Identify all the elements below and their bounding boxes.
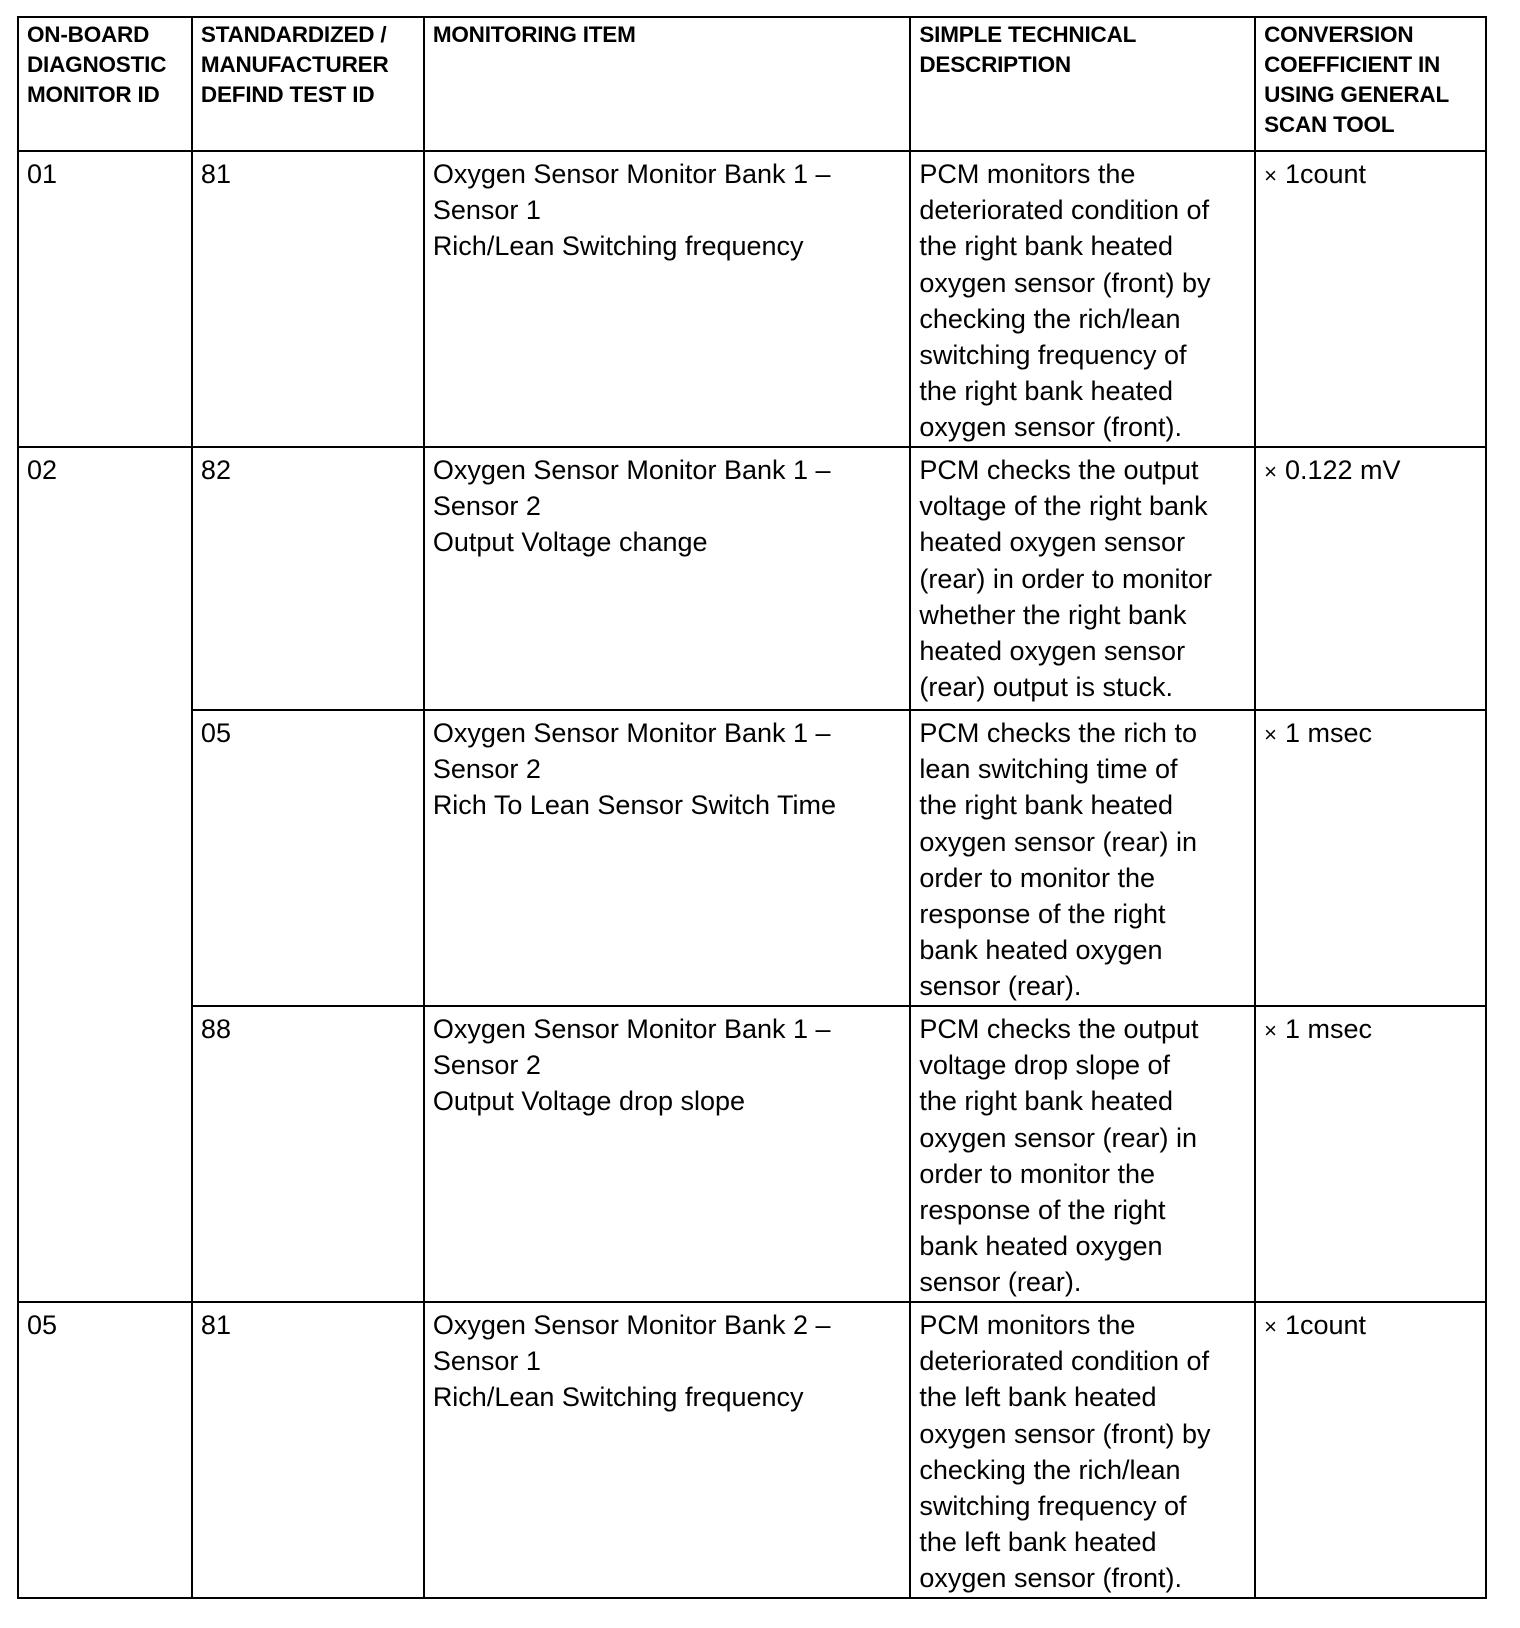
test-id-cell: 88 bbox=[192, 1006, 424, 1302]
times-icon: × bbox=[1264, 1314, 1277, 1339]
description-cell: PCM checks the output voltage drop slope of the right bank heated oxygen sensor (rear) in order to monitor the response of the right bank heated oxygen sensor (rear). bbox=[910, 1006, 1255, 1302]
header-test-id: STANDARDIZED / MANUFACTURER DEFIND TEST ID bbox=[192, 17, 424, 151]
test-id-cell: 81 bbox=[192, 1302, 424, 1598]
description-cell: PCM checks the rich to lean switching time of the right bank heated oxygen sensor (rear) in order to monitor the response of the right bank heated oxygen sensor (rear). bbox=[910, 710, 1255, 1006]
coeff-value: 1 msec bbox=[1284, 1014, 1372, 1044]
description-cell: PCM checks the output voltage of the right bank heated oxygen sensor (rear) in order to monitor whether the right bank heated oxygen sensor (rear) output is stuck. bbox=[910, 447, 1255, 710]
coeff-value: 1 msec bbox=[1284, 718, 1372, 748]
table-row bbox=[18, 447, 1486, 710]
monitoring-item-cell: Oxygen Sensor Monitor Bank 2 – Sensor 1 Rich/Lean Switching frequency bbox=[424, 1302, 911, 1598]
header-monitor-id: ON-BOARD DIAGNOSTIC MONITOR ID bbox=[18, 17, 192, 151]
description-cell: PCM monitors the deteriorated condition of the right bank heated oxygen sensor (front) by checking the rich/lean switching frequency of the right bank heated oxygen sensor (front). bbox=[910, 151, 1255, 447]
monitor-id-cell: 05 bbox=[18, 1302, 192, 1598]
times-icon: × bbox=[1264, 1018, 1277, 1043]
conversion-cell bbox=[1255, 151, 1486, 447]
monitoring-item-cell: Oxygen Sensor Monitor Bank 1 – Sensor 2 Output Voltage drop slope bbox=[424, 1006, 911, 1302]
header-conversion: CONVERSION COEFFICIENT IN USING GENERAL SCAN TOOL bbox=[1255, 17, 1486, 151]
monitor-test-table bbox=[17, 16, 1487, 1599]
times-icon: × bbox=[1264, 163, 1277, 188]
monitor-id-cell: 02 bbox=[18, 447, 192, 1302]
table-row bbox=[18, 1302, 1486, 1598]
times-icon: × bbox=[1264, 459, 1277, 484]
description-cell: PCM monitors the deteriorated condition of the left bank heated oxygen sensor (front) by checking the rich/lean switching frequency of the left bank heated oxygen sensor (front). bbox=[910, 1302, 1255, 1598]
coeff-value: 0.122 mV bbox=[1284, 455, 1401, 485]
monitoring-item-cell: Oxygen Sensor Monitor Bank 1 – Sensor 2 Output Voltage change bbox=[424, 447, 911, 710]
table-row bbox=[18, 710, 1486, 1006]
conversion-cell bbox=[1255, 1006, 1486, 1302]
table-row bbox=[18, 151, 1486, 447]
monitor-id-cell: 01 bbox=[18, 151, 192, 447]
times-icon: × bbox=[1264, 722, 1277, 747]
header-monitoring-item: MONITORING ITEM bbox=[424, 17, 911, 151]
conversion-cell bbox=[1255, 710, 1486, 1006]
monitoring-item-cell: Oxygen Sensor Monitor Bank 1 – Sensor 2 Rich To Lean Sensor Switch Time bbox=[424, 710, 911, 1006]
coeff-value: 1count bbox=[1284, 159, 1367, 189]
header-description: SIMPLE TECHNICAL DESCRIPTION bbox=[910, 17, 1255, 151]
test-id-cell: 82 bbox=[192, 447, 424, 710]
test-id-cell: 05 bbox=[192, 710, 424, 1006]
header-row bbox=[18, 17, 1486, 151]
conversion-cell bbox=[1255, 1302, 1486, 1598]
coeff-value: 1count bbox=[1284, 1310, 1367, 1340]
test-id-cell: 81 bbox=[192, 151, 424, 447]
monitoring-item-cell: Oxygen Sensor Monitor Bank 1 – Sensor 1 Rich/Lean Switching frequency bbox=[424, 151, 911, 447]
conversion-cell bbox=[1255, 447, 1486, 710]
table-row bbox=[18, 1006, 1486, 1302]
